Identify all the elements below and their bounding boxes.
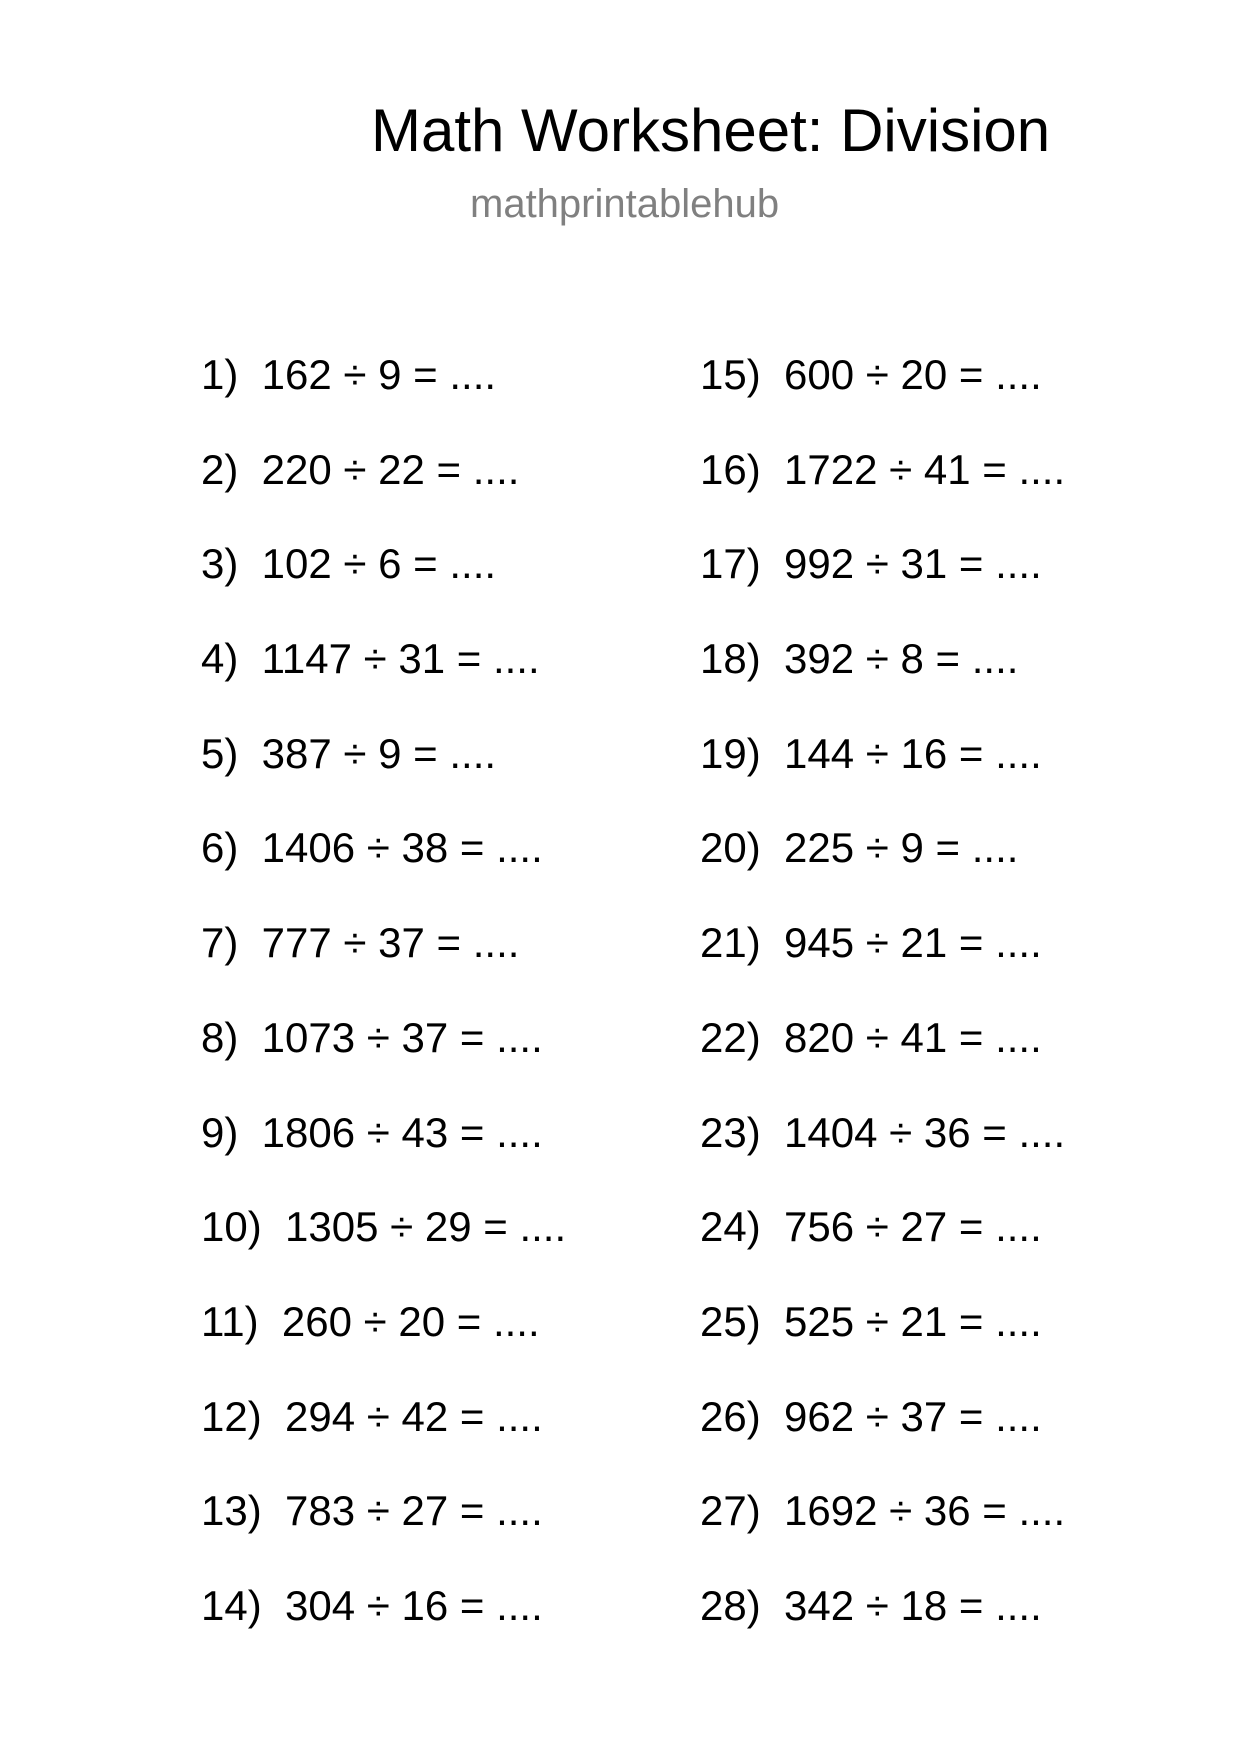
problem-item: 3) 102 ÷ 6 = .... [201,540,497,588]
problem-item: 10) 1305 ÷ 29 = .... [201,1203,567,1251]
worksheet-subtitle: mathprintablehub [470,182,780,226]
problem-item: 17) 992 ÷ 31 = .... [700,540,1042,588]
problem-item: 1) 162 ÷ 9 = .... [201,351,497,398]
problem-item: 21) 945 ÷ 21 = .... [700,919,1042,967]
problem-item: 9) 1806 ÷ 43 = .... [201,1108,543,1156]
problem-item: 4) 1147 ÷ 31 = .... [201,635,540,683]
problem-item: 11) 260 ÷ 20 = .... [201,1297,540,1345]
problem-item: 26) 962 ÷ 37 = .... [700,1392,1042,1440]
problem-item: 7) 777 ÷ 37 = .... [201,919,520,967]
problem-column-left [201,350,566,1676]
problem-item: 18) 392 ÷ 8 = .... [700,635,1019,683]
problem-item: 19) 144 ÷ 16 = .... [700,729,1042,777]
problem-item: 22) 820 ÷ 41 = .... [700,1013,1042,1061]
problem-column-right [700,350,1065,1676]
problem-item: 24) 756 ÷ 27 = .... [700,1203,1042,1251]
problem-item: 25) 525 ÷ 21 = .... [700,1297,1042,1345]
problem-item: 8) 1073 ÷ 37 = .... [201,1013,543,1061]
problem-item: 15) 600 ÷ 20 = .... [700,351,1042,398]
problem-item: 12) 294 ÷ 42 = .... [201,1392,543,1440]
worksheet-title: Math Worksheet: Division [371,97,1051,164]
problem-item: 23) 1404 ÷ 36 = .... [700,1108,1066,1156]
problem-item: 6) 1406 ÷ 38 = .... [201,824,543,872]
problem-item: 5) 387 ÷ 9 = .... [201,729,497,777]
problem-item: 13) 783 ÷ 27 = .... [201,1487,543,1535]
problem-item: 2) 220 ÷ 22 = .... [201,445,520,493]
problem-item: 20) 225 ÷ 9 = .... [700,824,1019,872]
problem-item: 16) 1722 ÷ 41 = .... [700,445,1066,493]
problem-item: 14) 304 ÷ 16 = .... [201,1581,543,1629]
problem-item: 27) 1692 ÷ 36 = .... [700,1487,1066,1535]
problem-item: 28) 342 ÷ 18 = .... [700,1581,1042,1629]
